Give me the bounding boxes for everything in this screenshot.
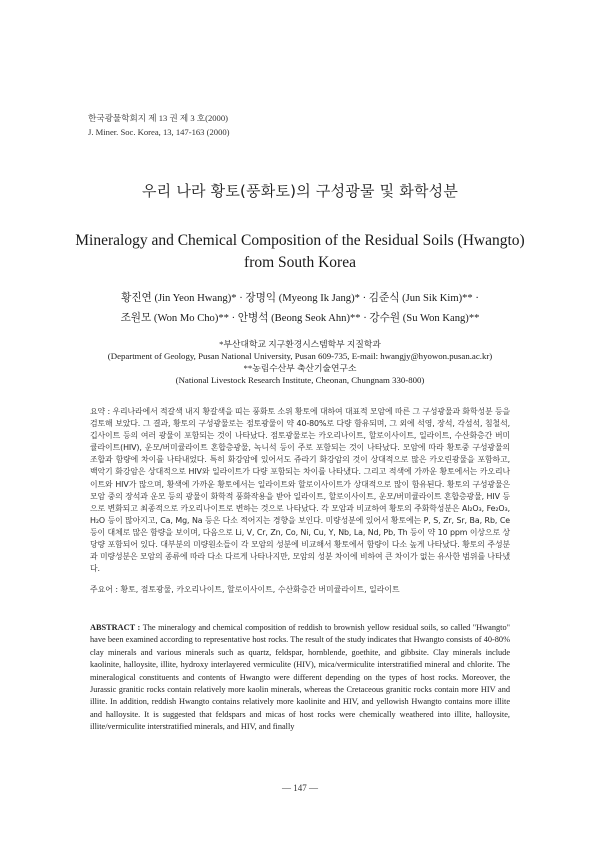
journal-citation <box>88 111 230 139</box>
keywords-text: 황토, 점토광물, 카오리나이트, 할로이사이트, 수산화층간 버미큘라이트, 일라이트 <box>120 585 400 594</box>
journal-citation-korean: 한국광물학회지 제 13 권 제 3 호(2000) <box>88 113 229 123</box>
title-korean: 우리 나라 황토(풍화토)의 구성광물 및 화학성분 <box>141 182 459 200</box>
journal-citation-english: J. Miner. Soc. Korea, 13, 147-163 (2000) <box>88 127 230 137</box>
abstract-english-text: The mineralogy and chemical composition of reddish to brownish yellow residual soils, so called "Hwangto" have been examined according to representative host rocks. The result of the study indicates that Hwangto consists of 40-80% clay minerals and various minerals such as quartz, feldspar, hornblende, goethite, and gibbsite. Clay minerals include kaolinite, halloysite, illite, hydroxy interlayered vermiculite (HIV), mica/vermiculite interstratified mineral and chlorite. The mineralogical constituents and contents of Hwangto were different depending on the types of host rocks. Moreover, the Jurassic granitic rocks contain relatively more kaolin minerals, whereas the Cretaceous granitic rocks contain more HIV and illite. In addition, reddish Hwangto contains relatively more kaolinite and HIV, and yellowish Hwangto contains more illite and halloysite. It is suggested that feldspars and micas of host rocks were chemically weathered into illite, halloysite, illite/vermiculite interstratified minerals, and HIV, and finally <box>90 623 510 732</box>
author-list <box>60 289 540 329</box>
affiliation-ko-2: **농림수산부 축산기술연구소 <box>243 363 357 373</box>
page-number: — 147 — <box>282 783 318 793</box>
affiliations <box>60 338 540 386</box>
abstract-korean-label: 요약 : <box>90 407 113 416</box>
affiliation-en-2: (National Livestock Research Institute, Cheonan, Chungnam 330-800) <box>175 375 425 385</box>
affiliation-ko-1: *부산대학교 지구환경시스템학부 지질학과 <box>219 339 381 349</box>
keywords-label: 주요어 : <box>90 585 121 594</box>
title-english: Mineralogy and Chemical Composition of the Residual Soils (Hwangto) from South Korea <box>75 232 525 271</box>
abstract-korean <box>90 406 510 575</box>
affiliation-en-1: (Department of Geology, Pusan National University, Pusan 609-735, E-mail: hwangjy@hyowon.pusan.ac.kr) <box>107 351 493 361</box>
abstract-korean-text: 우리나라에서 적갈색 내지 황갈색을 띠는 풍화토 소위 황토에 대하여 대표적 모암에 따른 그 구성광물과 화학성분 등을 검토해 보았다. 그 결과, 황토의 구성광물로는 점토광물이 약 40-80%로 다량 함유되며, 그 외에 석영, 장석, 각섬석, 침철석, 깁사이트 등의 여러 광물이 포함되는 것이 나타났다. 점토광물로는 카오리나이트, 할로이사이트, 일라이트, 수산화층간 버미큘라이트(HIV), 운모/버미큘라이트 혼합층광물, 녹니석 등이 주로 포함되는 것이 나타났다. 모암에 따라 황토중 구성광물의 조합과 함량에 차이를 나타내었다. 특히 화강암에 있어서도 쥬라기 화강암의 것이 상대적으로 많은 카오린광물을 포함하고, 백악기 화강암은 상대적으로 HIV와 일라이트가 다량 포함되는 차이를 나타냈다. 그리고 적색에 가까운 황토에서는 카오리나이트와 HIV가 많으며, 황색에 가까운 황토에서는 일라이트와 할로이사이트가 상대적으로 많이 함유된다. 황토의 구성광물은 모암 중의 장석과 운모 등의 광물이 화학적 풍화작용을 받아 일라이트, 할로이사이트, 운모/버미큘라이트 혼합층광물, HIV 등으로 변화되고 최종적으로 카오리나이트로 변하는 것으로 나타났다. 각 모암과 비교하여 황토의 주화학성분은 Al₂O₃, Fe₂O₃, H₂O 등이 많아지고, Ca, Mg, Na 등은 다소 적어지는 경향을 보인다. 미량성분에 있어서 황토에는 P, S, Zr, Sr, Ba, Rb, Ce 등이 대체로 많은 함량을 보이며, 다음으로 Li, V, Cr, Zn, Co, Ni, Cu, Y, Nb, La, Nd, Pb, Th 등이 약 10 ppm 이상으로 상당량 포함되어 있다. 대부분의 미량원소들이 각 모암의 성분에 비교해서 황토에서 함량이 다소 높게 나타났다. 황토의 주성분과 미량성분은 모암의 종류에 따라 다소 다르게 나타나지만, 모암의 성분 차이에 비하여 큰 차이가 없는 유사한 범위를 나타냈다. <box>90 407 510 574</box>
keywords-korean <box>90 584 510 595</box>
author-line-1: 황진연 (Jin Yeon Hwang)* · 장명익 (Myeong Ik Jang)* · 김준식 (Jun Sik Kim)** · <box>121 293 479 304</box>
abstract-english <box>90 622 510 734</box>
abstract-english-label: ABSTRACT : <box>90 623 143 632</box>
author-line-2: 조원모 (Won Mo Cho)** · 안병석 (Beong Seok Ahn)** · 강수원 (Su Won Kang)** <box>120 313 480 324</box>
